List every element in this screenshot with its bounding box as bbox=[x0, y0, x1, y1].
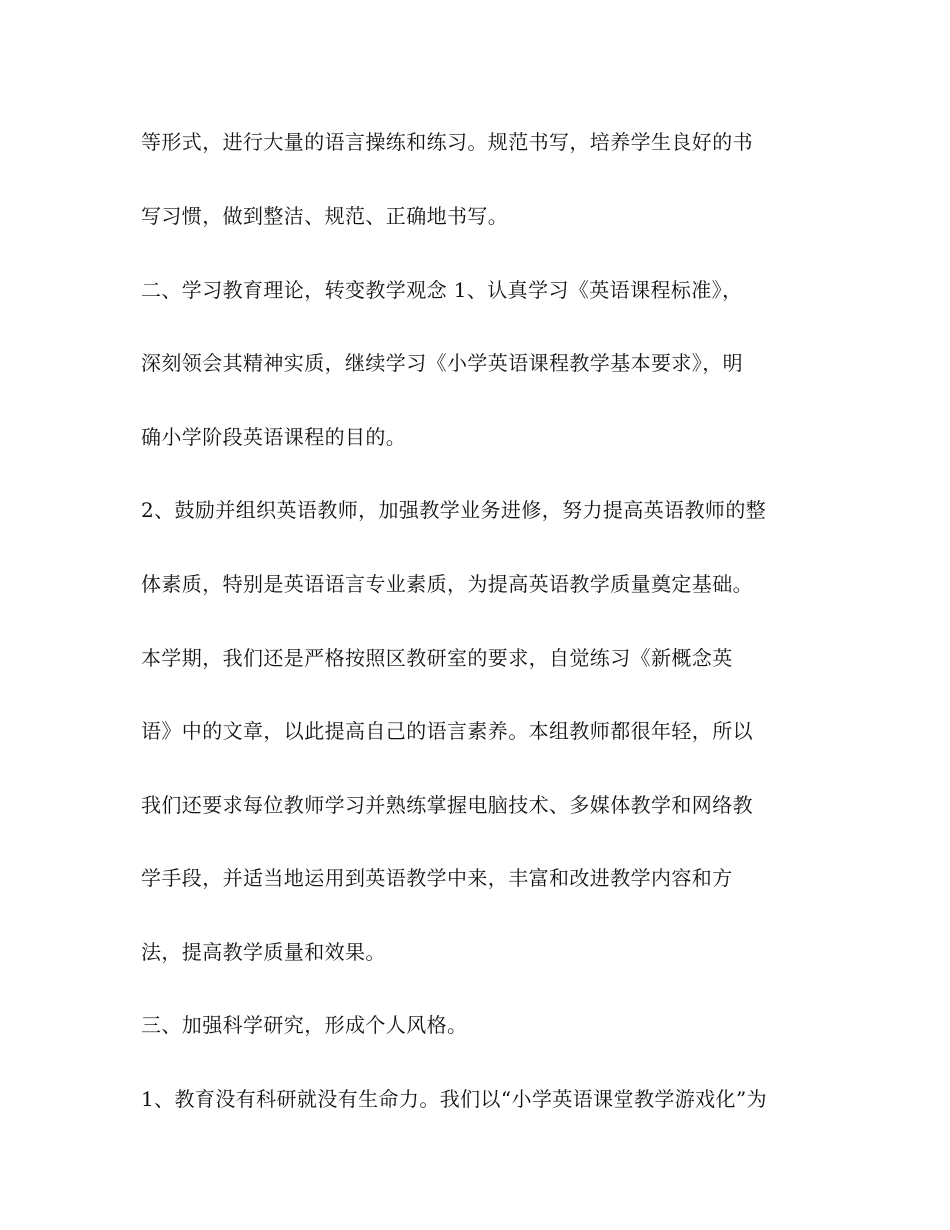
text-line: 2、鼓励并组织英语教师，加强教学业务进修，努力提高英语教师的整 bbox=[141, 498, 767, 522]
text-line: 三、加强科学研究，形成个人风格。 bbox=[141, 1013, 468, 1037]
text-line: 语》中的文章，以此提高自己的语言素养。本组教师都很年轻，所以 bbox=[141, 719, 753, 743]
text-line: 深刻领会其精神实质，继续学习《小学英语课程教学基本要求》，明 bbox=[141, 351, 743, 375]
text-line: 本学期，我们还是严格按照区教研室的要求，自觉练习《新概念英 bbox=[141, 646, 733, 670]
text-line: 二、学习教育理论，转变教学观念 1、认真学习《英语课程标准》， bbox=[141, 278, 743, 302]
text-line: 体素质，特别是英语语言专业素质，为提高英语教学质量奠定基础。 bbox=[141, 572, 753, 596]
text-line: 我们还要求每位教师学习并熟练掌握电脑技术、多媒体教学和网络教 bbox=[141, 793, 753, 817]
text-line: 等形式，进行大量的语言操练和练习。规范书写，培养学生良好的书 bbox=[141, 130, 753, 154]
text-line: 确小学阶段英语课程的目的。 bbox=[141, 425, 407, 449]
text-line: 学手段，并适当地运用到英语教学中来，丰富和改进教学内容和方 bbox=[141, 866, 733, 890]
text-line: 写习惯，做到整洁、规范、正确地书写。 bbox=[141, 204, 509, 228]
text-line: 法，提高教学质量和效果。 bbox=[141, 940, 386, 964]
text-line: 1、教育没有科研就没有生命力。我们以“小学英语课堂教学游戏化”为 bbox=[141, 1087, 767, 1111]
